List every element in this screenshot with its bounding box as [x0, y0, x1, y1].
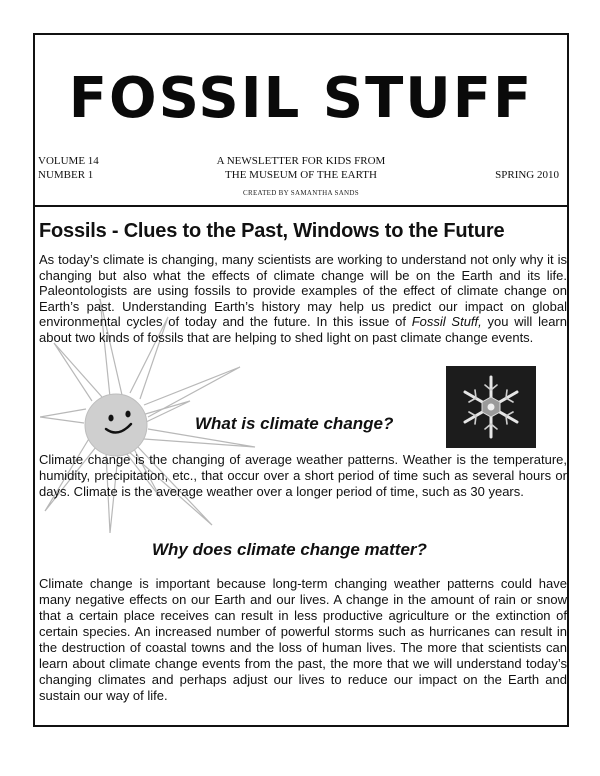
tagline — [35, 154, 567, 182]
section-heading-why-it-matters: Why does climate change matter? — [152, 540, 427, 559]
newsletter-frame — [33, 33, 569, 727]
intro-paragraph — [39, 252, 567, 345]
newsletter-name-italic: Fossil Stuff, — [411, 314, 482, 329]
masthead — [35, 35, 567, 207]
section-heading-climate-change: What is climate change? — [195, 414, 394, 433]
tagline-line-1: A NEWSLETTER FOR KIDS FROM — [216, 155, 386, 167]
season-label: SPRING 2010 — [495, 169, 559, 181]
article-headline: Fossils - Clues to the Past, Windows to the Future — [39, 220, 505, 242]
credit-line: CREATED BY SAMANTHA SANDS — [243, 189, 359, 197]
number-label: NUMBER 1 — [38, 169, 94, 181]
tagline-line-2: THE MUSEUM OF THE EARTH — [225, 169, 377, 181]
newsletter-title: FOSSIL STUFF — [68, 66, 534, 131]
article-body — [35, 207, 567, 725]
why-it-matters-paragraph: Climate change is important because long-term changing weather patterns could have many negative effects on our Earth and our lives. A change in the amount of rain or snow that a certain place receives can result in less productive agriculture or the extinction of certain species. An increased number of powerful storms such as hurricanes can result in the destruction of coastal towns and the loss of human lives. The more that scientists can learn about climate change events from the past, the more that we will understand today’s changing climates and perhaps adjust our lives to reduce our impact on the Earth and sustain our way of life. — [39, 576, 567, 703]
intro-text-part-1: As today’s climate is changing, many scientists are working to understand not only why it is changing but also what the effects of climate change will be on the Earth and its life. Paleontologists are using fossils to provide examples of the effect of climate change on Earth’s past. Understanding Earth’s history may help us predict our impact on global environmental cycles of today and the future. In this issue of — [39, 252, 567, 329]
intro-text-part-2: you will learn about two kinds of fossils that are helping to shed light on past climate change events. — [39, 314, 567, 345]
volume-label: VOLUME 14 — [38, 155, 99, 167]
snowflake-image — [446, 366, 536, 448]
climate-change-definition-paragraph: Climate change is the changing of average weather patterns. Weather is the temperature, humidity, precipitation, etc., that occur over a short period of time such as several hours or days. Climate is the average weather over a longer period of time, such as 30 years. — [39, 452, 567, 499]
